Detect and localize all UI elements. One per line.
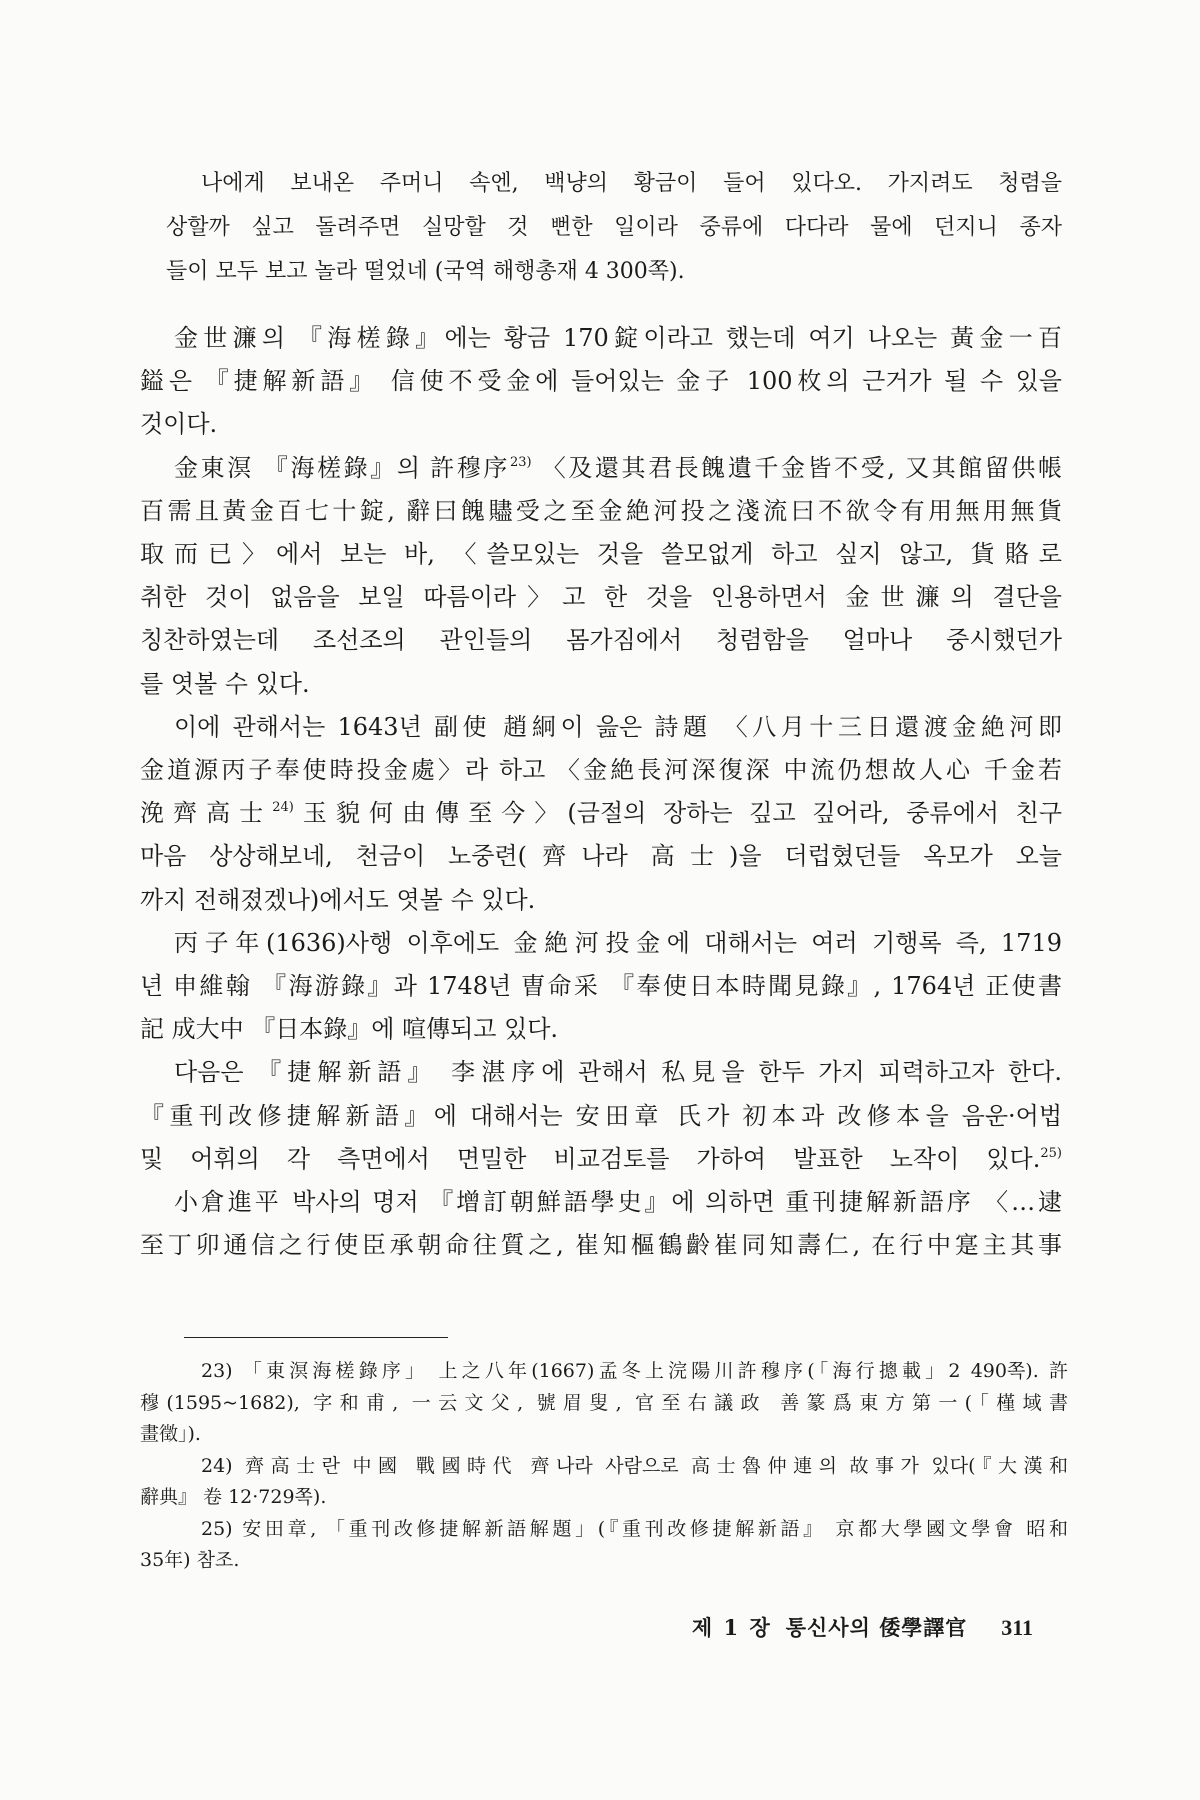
body-line: 鎰은 『捷解新語』 信使不受金에 들어있는 金子 100枚의 근거가 될 수 있을	[140, 367, 1062, 396]
page-number: 311	[1001, 1615, 1033, 1640]
footnote-line: 24) 齊高士란 中國 戰國時代 齊나라 사람으로 高士魯仲連의 故事가 있다(『大漢和	[201, 1454, 1068, 1477]
paragraph	[140, 317, 1062, 447]
chapter-label: 제 1 장	[691, 1615, 772, 1640]
body-line: 百需且黃金百七十錠, 辭曰餽贐受之至金絶河投之淺流曰不欲令有用無用無貨	[140, 496, 1062, 525]
body-line: 취한 것이 없음을 보일 따름이라〉고 한 것을 인용하면서 金世濂의 결단을	[140, 583, 1062, 612]
footnote-line: 25) 安田章, 「重刊改修捷解新語解題」(『重刊改修捷解新語』 京都大學國文學會 昭和	[201, 1517, 1068, 1540]
footnote-ref: 25)	[1040, 1145, 1062, 1161]
footnote	[140, 1451, 1068, 1514]
footnote-ref: 24)	[272, 800, 294, 816]
body-line: 至丁卯通信之行使臣承朝命往質之, 崔知樞鶴齡崔同知壽仁, 在行中寔主其事	[140, 1231, 1062, 1260]
footnotes	[140, 1356, 1068, 1577]
paragraph	[140, 1051, 1062, 1181]
body-line: 년 申維翰 『海游錄』과 1748년 曺命采 『奉使日本時聞見錄』, 1764년 正使書	[140, 972, 1062, 1001]
footnote-line: 辭典』 卷 12·729쪽).	[140, 1486, 327, 1508]
line-text: 및 어휘의 각 측면에서 면밀한 비교검토를 가하여 발표한 노작이 있다.	[140, 1144, 1041, 1173]
body-line: 記 成大中 『日本錄』에 喧傳되고 있다.	[140, 1015, 559, 1044]
body-line: 金道源丙子奉使時投金處〉라 하고 〈金絶長河深復深 中流仍想故人心 千金若	[140, 756, 1062, 785]
body-line: 이에 관해서는 1643년 副使 趙絅이 읊은 詩題 〈八月十三日還渡金絶河即	[174, 712, 1062, 741]
footnote	[140, 1514, 1068, 1577]
line-text: 〈及還其君長餽遺千金皆不受, 又其館留供帳	[531, 453, 1062, 482]
paragraph	[140, 922, 1062, 1052]
paragraph	[140, 447, 1062, 706]
paragraph	[140, 706, 1062, 922]
block-quote	[166, 162, 1062, 294]
body-line: 칭찬하였는데 조선조의 관인들의 몸가짐에서 청렴함을 얼마나 중시했던가	[140, 626, 1062, 655]
line-text: 金東溟 『海槎錄』의 許穆序	[174, 453, 510, 482]
footnote-line: 穆(1595~1682), 字和甫, 一云文父, 號眉叟, 官至右議政 善篆爲東方第一(「槿域書	[140, 1391, 1068, 1414]
body-line: 金世濂의 『海槎錄』에는 황금 170錠이라고 했는데 여기 나오는 黃金一百	[174, 324, 1062, 352]
body-line: 『重刊改修捷解新語』에 대해서는 安田章 氏가 初本과 改修本을 음운·어법	[140, 1101, 1062, 1130]
line-text: 浼齊高士	[140, 799, 273, 828]
body-line: 取而已〉에서 보는 바, 〈쓸모있는 것을 쓸모없게 하고 싶지 않고, 貨賂로	[140, 540, 1062, 569]
footnote-ref: 23)	[509, 454, 532, 470]
body-line	[140, 1138, 1062, 1181]
quote-line: 나에게 보내온 주머니 속엔, 백냥의 황금이 들어 있다오. 가지려도 청렴을	[201, 171, 1062, 196]
body-line: 까지 전해졌겠나)에서도 엿볼 수 있다.	[140, 885, 536, 914]
body-line: 小倉進平 박사의 명저 『增訂朝鮮語學史』에 의하면 重刊捷解新語序 〈…逮	[174, 1188, 1062, 1217]
quote-line: 들이 모두 보고 놀라 떨었네 (국역 해행총재 4 300쪽).	[166, 259, 685, 284]
footnote-line: 畫徵」).	[140, 1423, 201, 1445]
footnote-line: 35年) 참조.	[140, 1549, 240, 1571]
footnote	[140, 1356, 1068, 1451]
body-line: 마음 상상해보네, 천금이 노중련(齊나라 高士)을 더럽혔던들 옥모가 오늘	[140, 842, 1062, 871]
footnote-line: 23) 「東溟海槎錄序」 上之八年(1667)孟冬上浣陽川許穆序(「海行摠載」2 490쪽). 許	[201, 1360, 1068, 1382]
paragraph	[140, 1181, 1062, 1267]
page-footer	[692, 1612, 1033, 1644]
body-text	[140, 317, 1062, 1267]
line-text: 玉貌何由傳至今〉(금절의 장하는 깊고 깊어라, 중류에서 친구	[293, 799, 1063, 828]
body-line: 를 엿볼 수 있다.	[140, 669, 310, 698]
footnote-rule	[184, 1337, 448, 1338]
body-line	[140, 792, 1062, 835]
quote-line: 상할까 싶고 돌려주면 실망할 것 뻔한 일이라 중류에 다다라 물에 던지니 종자	[166, 215, 1062, 240]
body-line: 것이다.	[140, 410, 218, 439]
body-line: 丙子年(1636)사행 이후에도 金絶河投金에 대해서는 여러 기행록 즉, 1719	[174, 928, 1062, 957]
body-line	[140, 447, 1062, 490]
body-line: 다음은 『捷解新語』 李湛序에 관해서 私見을 한두 가지 피력하고자 한다.	[174, 1058, 1062, 1087]
chapter-title: 통신사의 倭學譯官	[785, 1615, 968, 1640]
